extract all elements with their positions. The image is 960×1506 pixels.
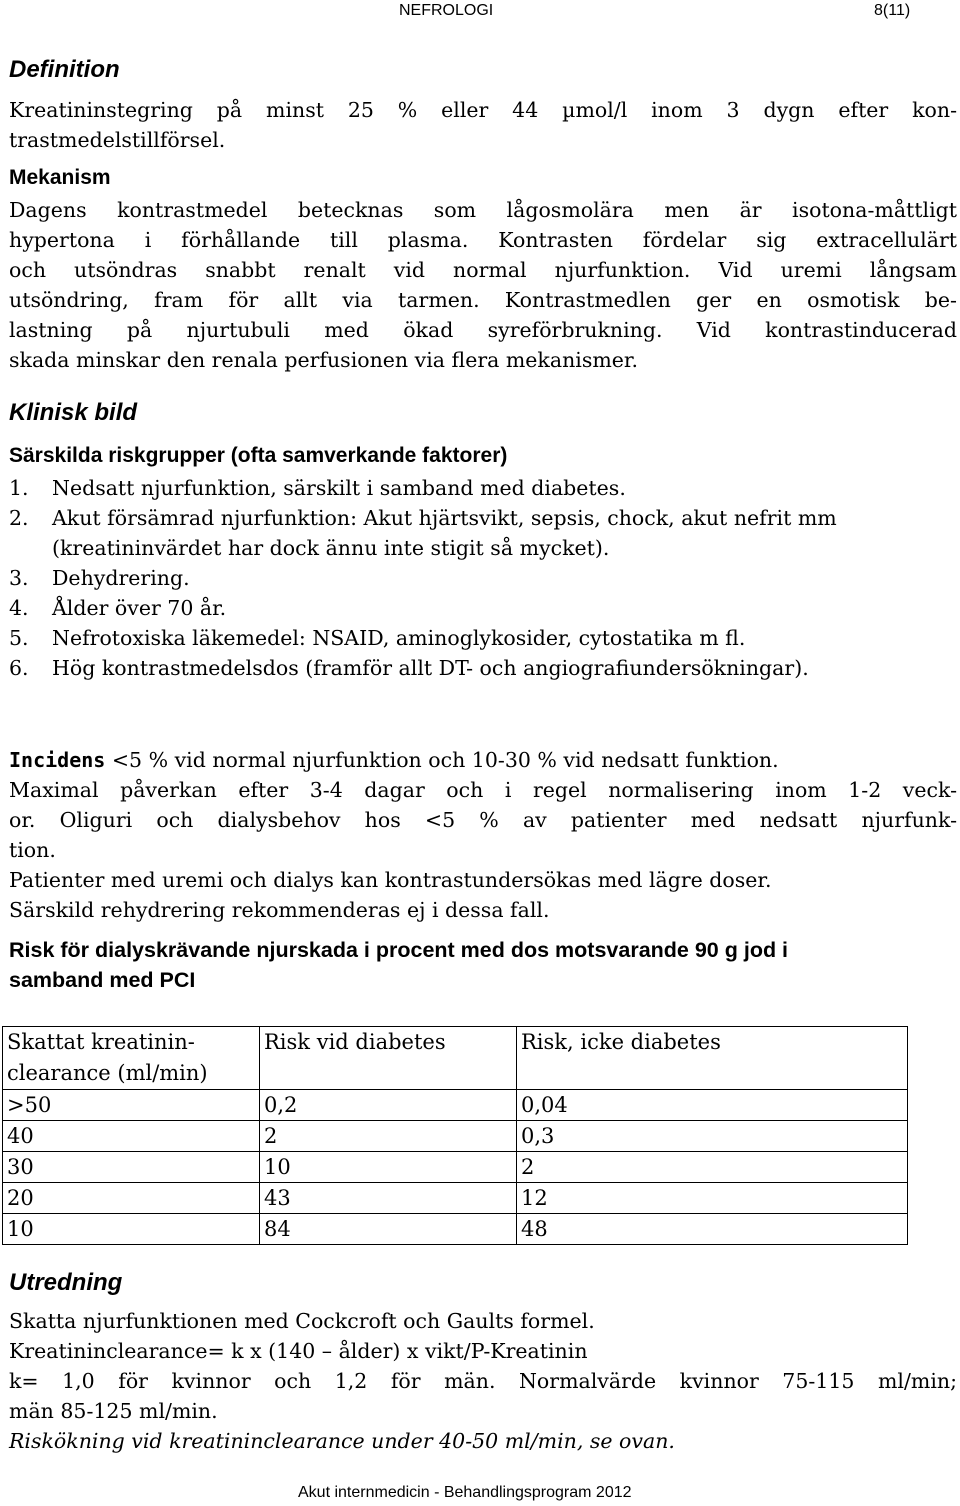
text-line: Särskild rehydrering rekommenderas ej i dessa fall. (9, 898, 550, 922)
header-cell: Risk vid diabetes (260, 1027, 517, 1090)
incidence-label: Incidens (9, 748, 106, 772)
table-row (3, 1214, 908, 1245)
list-text: Nefrotoxiska läkemedel: NSAID, aminoglykosider, cytostatika m fl. (52, 626, 746, 650)
table-row (3, 1183, 908, 1214)
table-cell: 0,04 (517, 1090, 908, 1121)
risk-heading-line-1: Risk för dialyskrävande njurskada i procent med dos motsvarande 90 g jod i (9, 938, 789, 962)
text-line: utsöndring, fram för allt via tarmen. Kontrastmedlen ger en osmotisk be- (9, 288, 957, 312)
page-number: 8(11) (874, 2, 911, 19)
list-item (9, 563, 957, 593)
table-cell: 10 (260, 1152, 517, 1183)
text-line: or. Oliguri och dialysbehov hos <5 % av patienter med nedsatt njurfunk- (9, 808, 957, 832)
text-line: hypertona i förhållande till plasma. Kontrasten fördelar sig extracellulärt (9, 228, 957, 252)
investigation-heading: Utredning (9, 1269, 123, 1296)
table-cell: 10 (3, 1214, 260, 1245)
list-text: Nedsatt njurfunktion, särskilt i samband med diabetes. (52, 476, 626, 500)
table-cell: 12 (517, 1183, 908, 1214)
table-cell: 43 (260, 1183, 517, 1214)
text-line: Kreatininstegring på minst 25 % eller 44 µmol/l inom 3 dygn efter kon- (9, 98, 957, 122)
risk-heading-line-2: samband med PCI (9, 968, 196, 992)
mechanism-text (9, 195, 957, 375)
list-item (9, 593, 957, 623)
list-text: Dehydrering. (52, 566, 190, 590)
table-row (3, 1090, 908, 1121)
table-cell: >50 (3, 1090, 260, 1121)
page-header (0, 0, 960, 24)
table-cell: 2 (517, 1152, 908, 1183)
page-footer (0, 1481, 960, 1506)
header-cell: Risk, icke diabetes (517, 1027, 908, 1090)
text-line-italic: Riskökning vid kreatininclearance under 40-50 ml/min, se ovan. (9, 1429, 675, 1453)
list-number: 5. (9, 626, 29, 650)
text-line: trastmedelstillförsel. (9, 128, 226, 152)
list-text: Ålder över 70 år. (52, 596, 227, 620)
table-row (3, 1152, 908, 1183)
text-line: tion. (9, 838, 56, 862)
header-clearance-line-2: clearance (ml/min) (7, 1061, 208, 1085)
incidence-first-line: <5 % vid normal njurfunktion och 10-30 % vid nedsatt funktion. (105, 748, 779, 772)
incidence-text (9, 745, 957, 925)
text-line: Skatta njurfunktionen med Cockcroft och Gaults formel. (9, 1309, 595, 1333)
list-number: 2. (9, 506, 29, 530)
text-line: män 85-125 ml/min. (9, 1399, 218, 1423)
table-row (3, 1121, 908, 1152)
header-title: NEFROLOGI (399, 2, 494, 19)
mechanism-heading: Mekanism (9, 166, 111, 189)
text-line: lastning på njurtubuli med ökad syreförbrukning. Vid kontrastinducerad (9, 318, 957, 342)
list-number: 6. (9, 656, 29, 680)
footer-text: Akut internmedicin - Behandlingsprogram 2012 (298, 1484, 632, 1501)
list-text: Akut försämrad njurfunktion: Akut hjärtsvikt, sepsis, chock, akut nefrit mm (kreatininvärdet har dock ännu inte stigit så mycket). (52, 506, 837, 560)
list-item (9, 623, 957, 653)
risk-group-list (9, 473, 957, 683)
text-line: Dagens kontrastmedel betecknas som lågosmolära men är isotona-måttligt (9, 198, 957, 222)
table-cell: 0,3 (517, 1121, 908, 1152)
list-number: 3. (9, 566, 29, 590)
clinical-heading: Klinisk bild (9, 399, 138, 426)
list-number: 4. (9, 596, 29, 620)
list-item (9, 503, 957, 563)
list-text: Hög kontrastmedelsdos (framför allt DT- och angiografiundersökningar). (52, 656, 809, 680)
risk-groups-subheading: Särskilda riskgrupper (ofta samverkande faktorer) (9, 444, 508, 467)
text-line: Maximal påverkan efter 3-4 dagar och i regel normalisering inom 1-2 veck- (9, 778, 957, 802)
text-line: k= 1,0 för kvinnor och 1,2 för män. Normalvärde kvinnor 75-115 ml/min; (9, 1369, 957, 1393)
investigation-text (9, 1306, 957, 1456)
table-cell: 48 (517, 1214, 908, 1245)
table-cell: 20 (3, 1183, 260, 1214)
list-item (9, 473, 957, 503)
table-cell: 0,2 (260, 1090, 517, 1121)
text-line: Patienter med uremi och dialys kan kontrastundersökas med lägre doser. (9, 868, 772, 892)
table-cell: 40 (3, 1121, 260, 1152)
text-line (9, 745, 957, 775)
text-line: skada minskar den renala perfusionen via flera mekanismer. (9, 348, 638, 372)
text-line: Kreatininclearance= k x (140 – ålder) x vikt/P-Kreatinin (9, 1339, 588, 1363)
risk-table (2, 1026, 908, 1245)
definition-text (9, 95, 957, 155)
list-item (9, 653, 957, 683)
table-cell: 30 (3, 1152, 260, 1183)
table-cell: 2 (260, 1121, 517, 1152)
header-cell (3, 1027, 260, 1090)
definition-heading: Definition (9, 56, 120, 83)
header-clearance-line-1: Skattat kreatinin- (7, 1030, 195, 1054)
list-number: 1. (9, 476, 29, 500)
table-header-row (3, 1027, 908, 1090)
text-line: och utsöndras snabbt renalt vid normal njurfunktion. Vid uremi långsam (9, 258, 957, 282)
table-cell: 84 (260, 1214, 517, 1245)
